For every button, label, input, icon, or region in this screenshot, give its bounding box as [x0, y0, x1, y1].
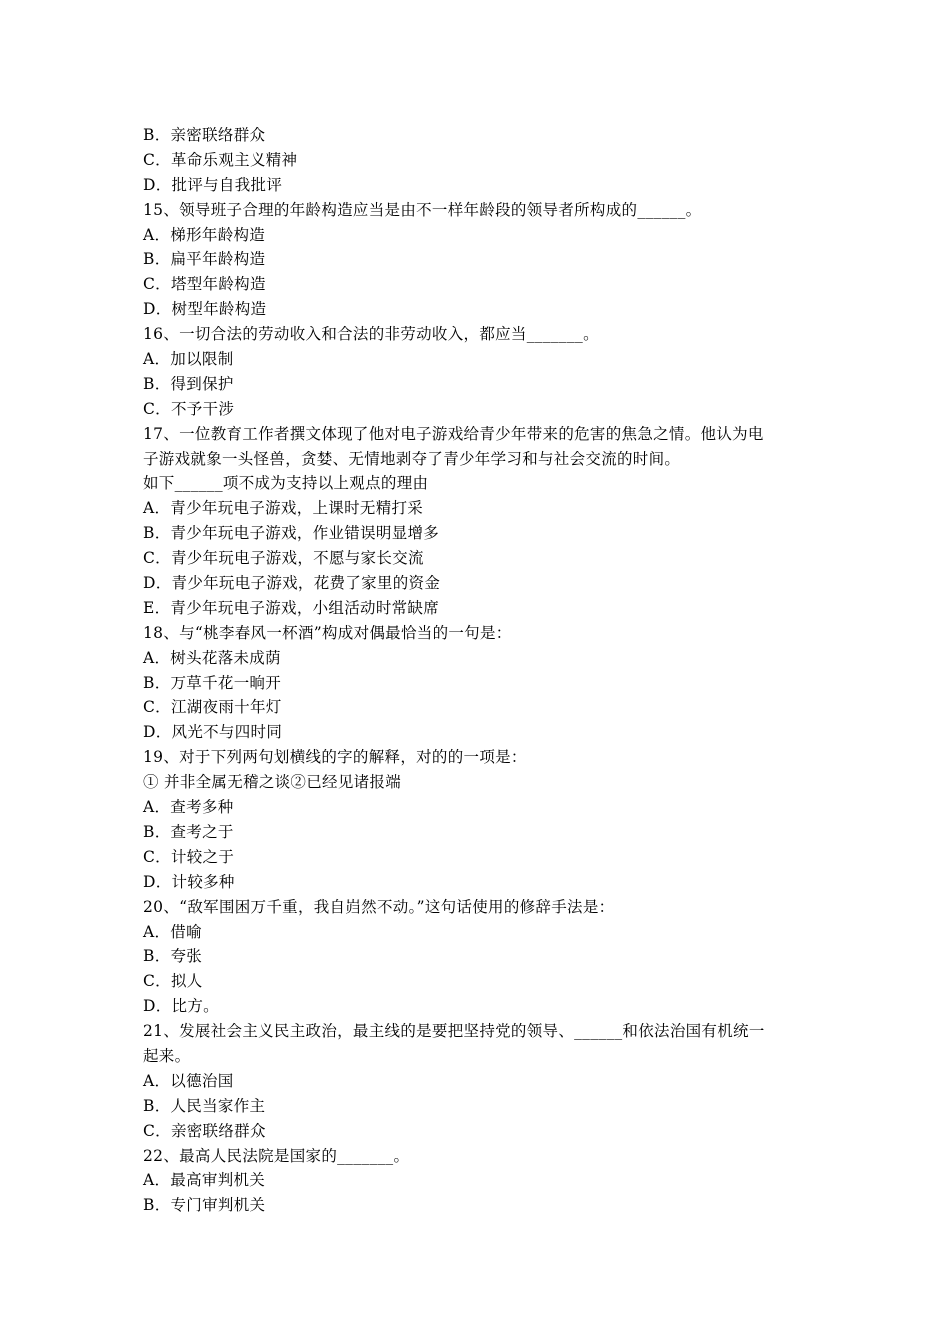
- option-line: A．梯形年龄构造: [143, 225, 266, 244]
- option-line: B．专门审判机关: [143, 1196, 266, 1215]
- question-21: 21、发展社会主义民主政治，最主线的是要把坚持党的领导、______和依法治国有机统一: [143, 1022, 765, 1041]
- option-line: C．塔型年龄构造: [143, 275, 266, 294]
- option-line: B．亲密联络群众: [143, 126, 266, 144]
- question-17-prompt: 如下______项不成为支持以上观点的理由: [143, 474, 429, 493]
- option-line: C．计较之于: [143, 847, 235, 866]
- document-body: [143, 123, 811, 1218]
- option-line: A．以德治国: [143, 1071, 234, 1090]
- question-20: 20、“敌军围困万千重，我自岿然不动。”这句话使用的修辞手法是：: [143, 897, 615, 916]
- option-line: C．拟人: [143, 972, 203, 991]
- option-line: B．夸张: [143, 947, 203, 966]
- option-line: D．计较多种: [143, 872, 235, 891]
- question-19: 19、对于下列两句划横线的字的解释，对的的一项是：: [143, 748, 527, 767]
- option-line: B．查考之于: [143, 822, 234, 841]
- option-line: B．青少年玩电子游戏，作业错误明显增多: [143, 524, 440, 543]
- option-line: A．树头花落未成荫: [143, 648, 281, 667]
- option-line: D．风光不与四时同: [143, 723, 283, 742]
- option-line: B．扁平年龄构造: [143, 250, 266, 269]
- question-21-continued: 起来。: [143, 1046, 191, 1065]
- option-line: D．比方。: [143, 997, 219, 1016]
- option-line: B．人民当家作主: [143, 1096, 266, 1115]
- option-line: D．批评与自我批评: [143, 175, 283, 194]
- option-line: A．借喻: [143, 922, 202, 941]
- question-15: 15、领导班子合理的年龄构造应当是由不一样年龄段的领导者所构成的______。: [143, 200, 702, 219]
- option-line: A．青少年玩电子游戏，上课时无精打采: [143, 499, 424, 518]
- question-16: 16、一切合法的劳动收入和合法的非劳动收入，都应当_______。: [143, 325, 599, 344]
- option-line: C．不予干涉: [143, 399, 235, 418]
- option-line: B．得到保护: [143, 374, 234, 393]
- question-17-continued: 子游戏就象一头怪兽，贪婪、无情地剥夺了青少年学习和与社会交流的时间。: [143, 449, 681, 468]
- question-18: 18、与“桃李春风一杯酒”构成对偶最恰当的一句是：: [143, 623, 512, 642]
- option-line: D．青少年玩电子游戏，花费了家里的资金: [143, 574, 441, 593]
- question-17: 17、一位教育工作者撰文体现了他对电子游戏给青少年带来的危害的焦急之情。他认为电: [143, 424, 764, 443]
- option-line: D．树型年龄构造: [143, 300, 267, 319]
- option-line: B．万草千花一晌开: [143, 673, 282, 692]
- option-line: A．查考多种: [143, 798, 234, 817]
- option-line: C．青少年玩电子游戏，不愿与家长交流: [143, 549, 424, 568]
- question-19-sentences: ① 并非全属无稽之谈②已经见诸报端: [143, 773, 402, 792]
- option-line: A．加以限制: [143, 350, 234, 369]
- question-22: 22、最高人民法院是国家的_______。: [143, 1146, 410, 1165]
- option-line: C．江湖夜雨十年灯: [143, 698, 282, 717]
- option-line: A．最高审判机关: [143, 1171, 266, 1190]
- option-line: C．革命乐观主义精神: [143, 150, 298, 169]
- option-line: C．亲密联络群众: [143, 1121, 266, 1140]
- option-line: E．青少年玩电子游戏，小组活动时常缺席: [143, 598, 440, 617]
